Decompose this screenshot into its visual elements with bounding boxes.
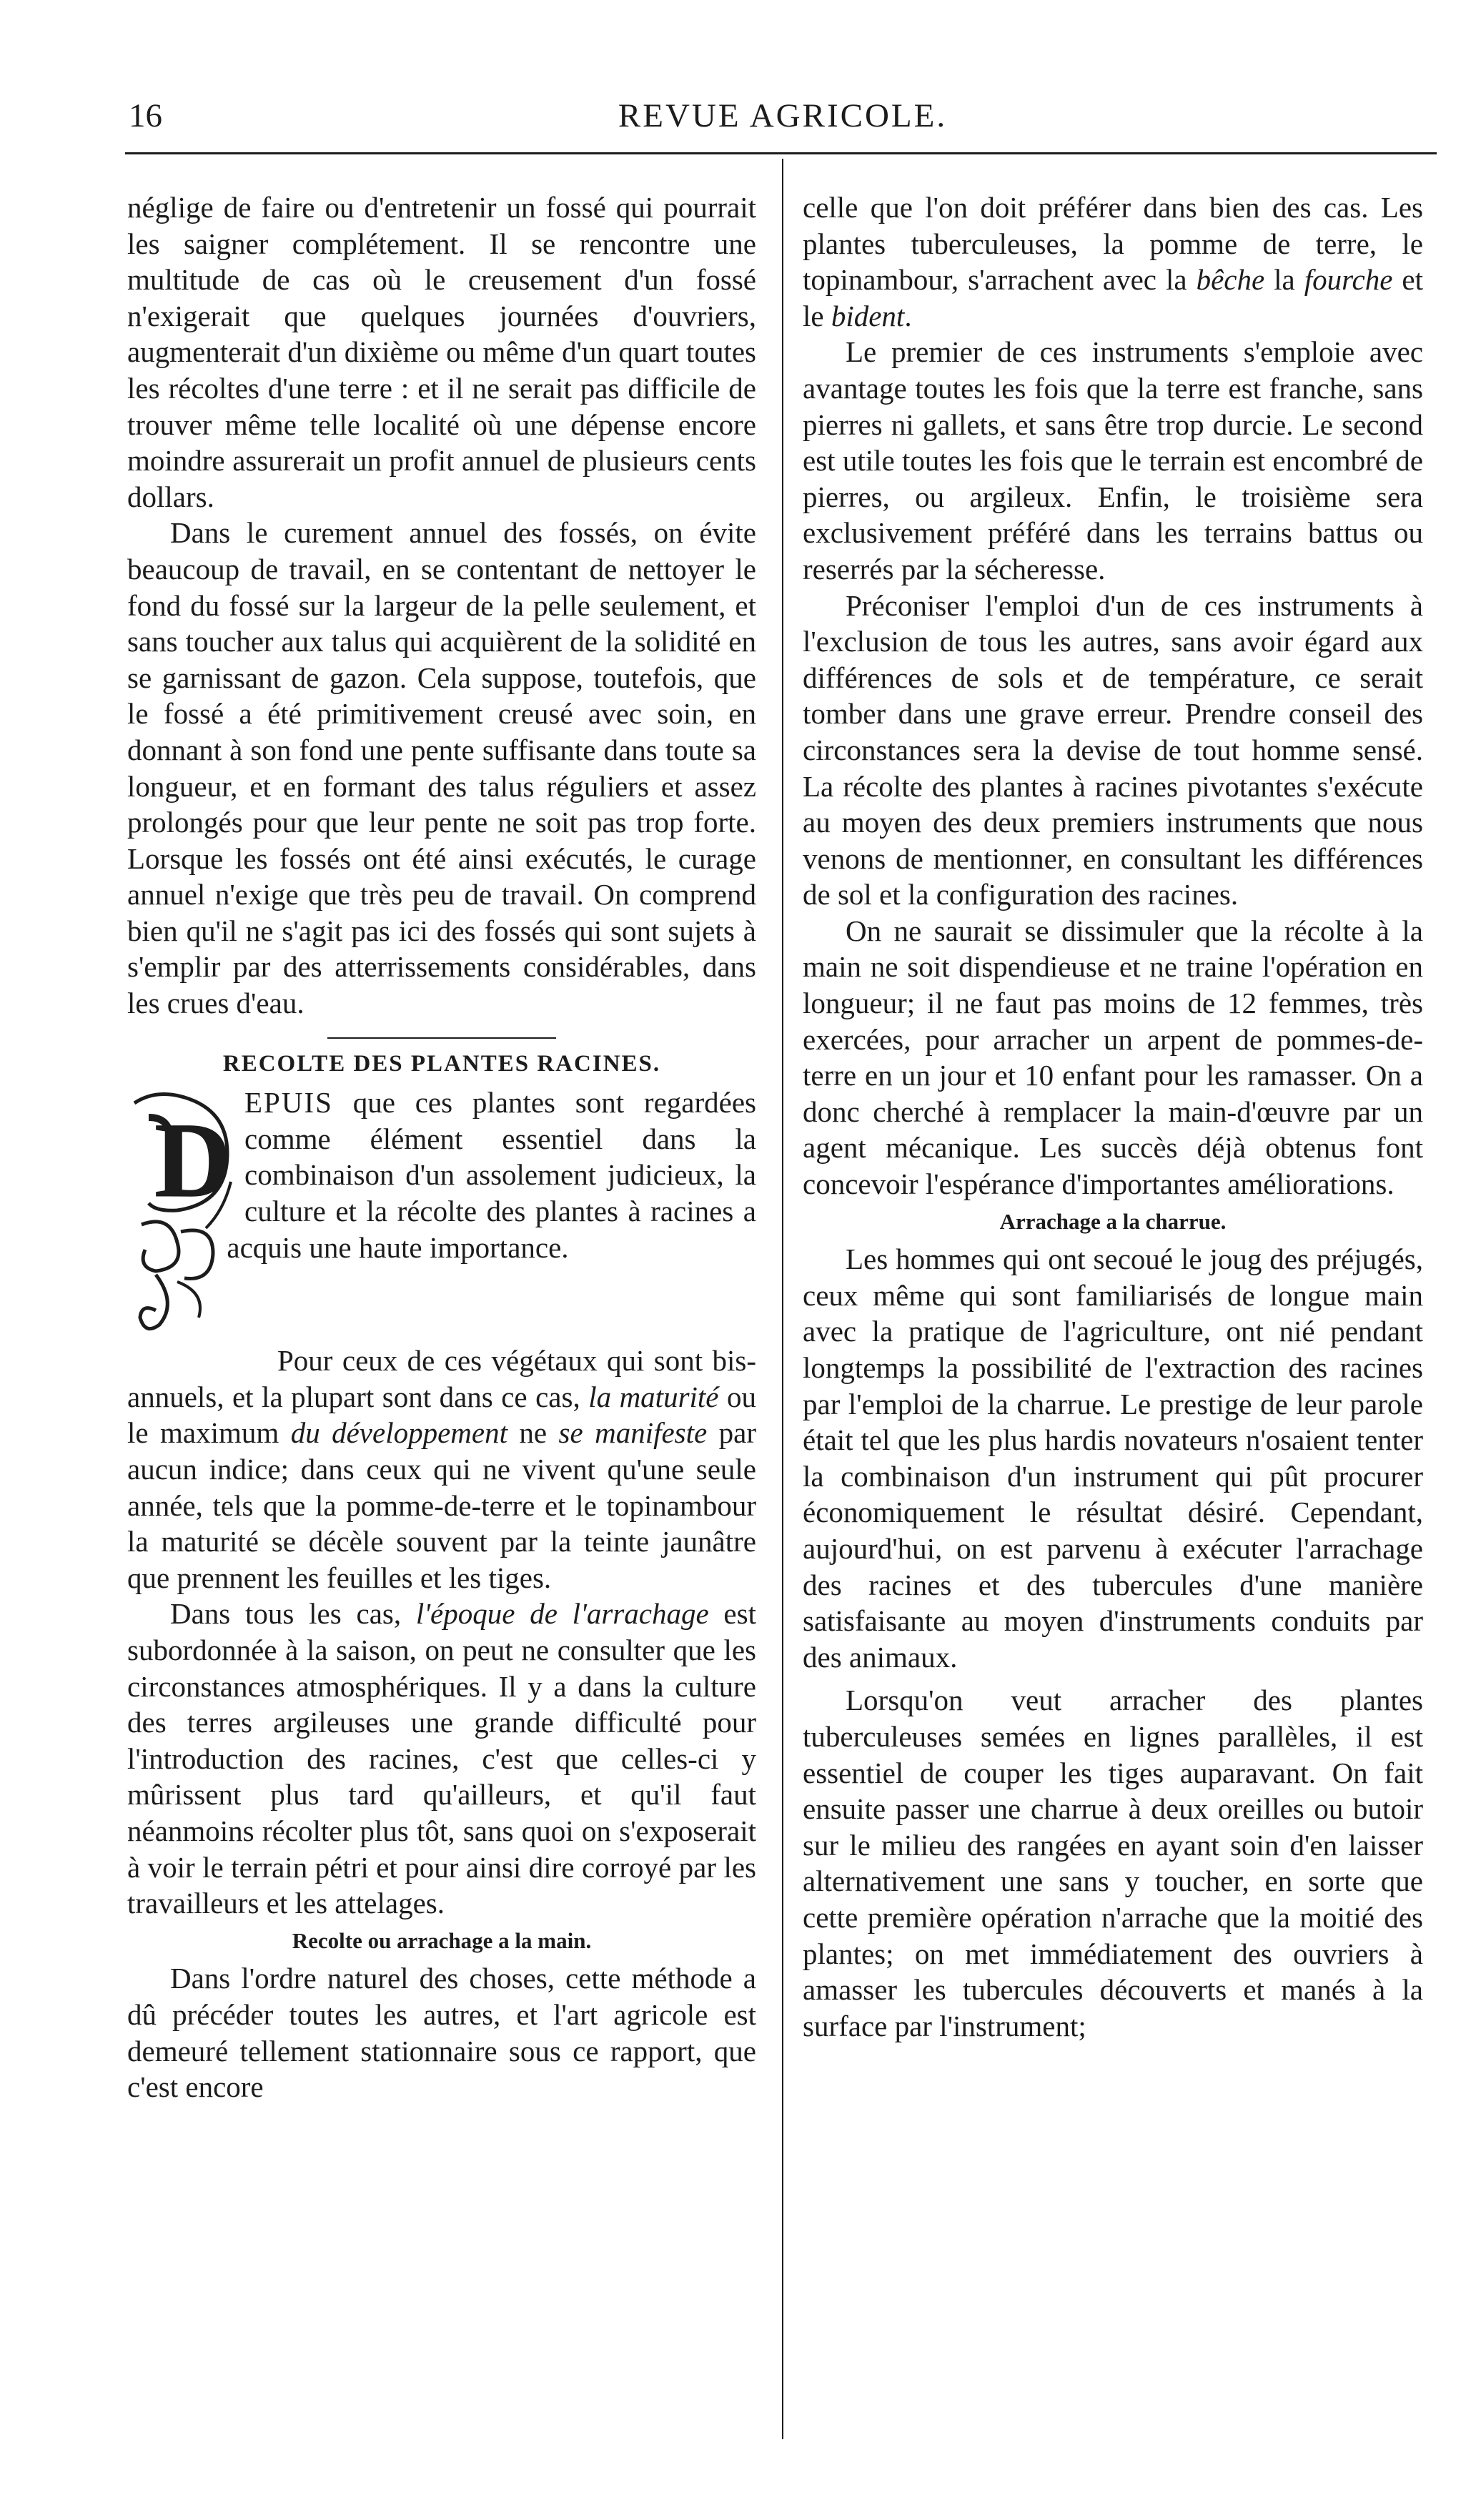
paragraph: Préconiser l'emploi d'un de ces instruments à l'exclusion de tous les autres, sans avoir égard aux différences de sols et de température, ce serait tomber dans une grave erreur. Prendre conseil des circonstances sera la devise de tout homme sensé. La récolte des plantes à racines pivotantes s'exécute au moyen des deux premiers instruments que nous venons de mentionner, en consultant les différences de sol et la configuration des racines. [803,588,1423,911]
ornamental-dropcap [127,1089,234,1343]
dropcap-rest: EPUIS [244,1086,333,1120]
left-column [127,189,756,2105]
paragraph: néglige de faire ou d'entretenir un fossé qui pourrait les saigner complétement. Il se rencontre une multitude de cas où le creusement d'un fossé n'exigerait que quelques journées d'ouvriers, augmenterait d'un dixième ou même d'un quart toutes les récoltes d'une terre : et il ne serait pas difficile de trouver même telle localité où une dépense encore moindre assurerait un profit annuel de plusieurs cents dollars. [127,191,756,513]
page-header [129,97,1437,147]
paragraph: Les hommes qui ont secoué le joug des préjugés, ceux même qui sont familiarisés de longue main avec la pratique de l'agriculture, ont nié pendant longtemps la possibilité de l'extraction des racines par l'emploi de la charrue. Le prestige de leur parole était tel que les plus hardis novateurs n'osaient tenter la combinaison d'un instrument qui pût procurer économiquement le résultat désiré. Cependant, aujourd'hui, on est parvenu à exécuter l'arrachage des racines et des tubercules d'une manière satisfaisante au moyen d'instruments conduits par des animaux. [803,1242,1423,1674]
column-divider [782,159,783,2439]
paragraph: celle que l'on doit préférer dans bien des cas. Les plantes tuberculeuses, la pomme de terre, le topinambour, s'arrachent avec la bêche la fourche et le bident. [803,191,1424,332]
paragraph: Pour ceux de ces végétaux qui sont bis-annuels, et la plupart sont dans ce cas, la maturité ou le maximum du développement ne se manifeste par aucun indice; dans ceux qui ne vivent qu'une seule année, tels que la pomme-de-terre et le topinambour la maturité se décèle souvent par la teinte jaunâtre que prennent les feuilles et les tiges. [127,1344,757,1594]
dropcap-paragraph [127,1084,756,1265]
paragraph: Dans tous les cas, l'époque de l'arrachage est subordonnée à la saison, on peut ne consulter que les circonstances atmosphériques. Il y a dans la culture des terres argileuses une grande difficulté pour l'introduction des racines, c'est que celles-ci y mûrissent plus tard qu'ailleurs, et qu'il faut néanmoins récolter plus tôt, sans quoi on s'exposerait à voir le terrain pétri et pour ainsi dire corroyé par les travailleurs et les attelages. [127,1597,756,1920]
paragraph: Dans le curement annuel des fossés, on évite beaucoup de travail, en se contentant de nettoyer le fond du fossé sur la largeur de la pelle seulement, et sans toucher aux talus qui acquièrent de la solidité en se garnissant de gazon. Cela suppose, toutefois, que le fossé a été primitivement creusé avec soin, en donnant à son fond une pente suffisante dans toute sa longueur, et en formant des talus réguliers et assez prolongés pour que leur pente ne soit pas trop forte. Lorsque les fossés ont été ainsi exécutés, le curage annuel n'exige que très peu de travail. On comprend bien qu'il ne s'agit pas ici des fossés qui sont sujets à s'emplir par des atterrissements considérables, dans les crues d'eau. [127,516,756,1020]
header-rule [125,152,1437,154]
page-number: 16 [129,97,162,134]
paragraph: EPUIS que ces plantes sont regardées comme élément essentiel dans la combinaison d'un assolement judicieux, la culture et la récolte des plantes à racines a acquis une haute importance. [227,1086,756,1264]
right-column [803,189,1423,2044]
paragraph: Le premier de ces instruments s'emploie avec avantage toutes les fois que la terre est franche, sans pierres ni gallets, et sans être trop durcie. Le second est utile toutes les fois que le terrain est encombré de pierres, ou argileux. Enfin, le troisième sera exclusivement préféré dans les terrains battus ou reserrés par la sécheresse. [803,335,1423,585]
paragraph: On ne saurait se dissimuler que la récolte à la main ne soit dispendieuse et ne traine l'opération en longueur; il ne faut pas moins de 12 femmes, très exercées, pour arracher un arpent de pommes-de-terre en un jour et 10 enfant pour les ramasser. On a donc cherché à remplacer la main-d'œuvre par un agent mécanique. Les succès déjà obtenus font concevoir l'espérance d'importantes améliorations. [803,914,1423,1201]
subsection-title: Arrachage a la charrue. [999,1208,1227,1234]
running-title: REVUE AGRICOLE. [618,97,948,134]
section-title: RECOLTE DES PLANTES RACINES. [222,1050,661,1077]
subsection-title: Recolte ou arrachage a la main. [292,1927,592,1953]
paragraph: Lorsqu'on veut arracher des plantes tuberculeuses semées en lignes parallèles, il est essentiel de couper les tiges auparavant. On fait ensuite passer une charrue à deux oreilles ou butoir sur le milieu des rangées en ayant soin d'en laisser alternativement une sans y toucher, en sorte que cette première opération n'arrache que la moitié des plantes; on met immédiatement des ouvriers à amasser les tubercules découverts et manés à la surface par l'instrument; [803,1684,1423,2042]
dropcap-letter: D [154,1101,232,1220]
section-divider [327,1037,556,1039]
paragraph: Dans l'ordre naturel des choses, cette méthode a dû précéder toutes les autres, et l'art agricole est demeuré tellement stationnaire sous ce rapport, que c'est encore [127,1962,756,2104]
